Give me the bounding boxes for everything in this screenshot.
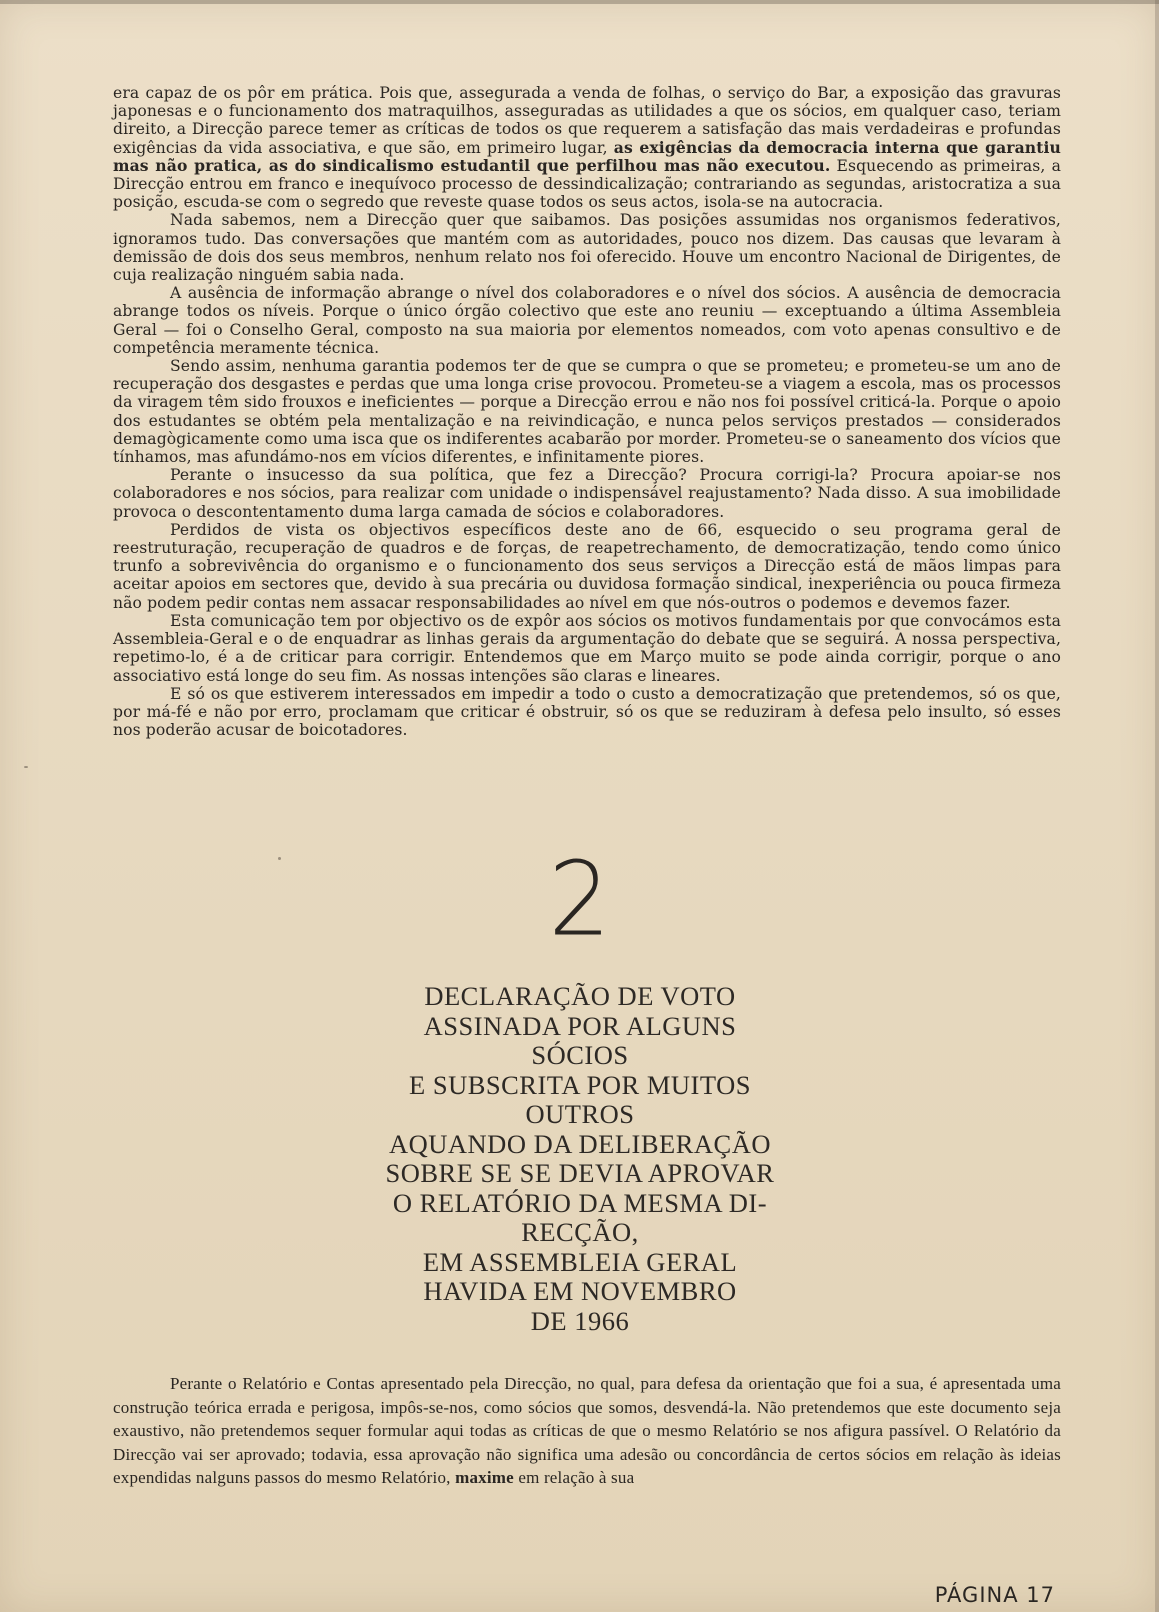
paragraph [113, 466, 1061, 521]
emphasis-text: maxime [455, 1468, 514, 1488]
heading-line: SÓCIOS [531, 1040, 629, 1070]
paper-speck [24, 766, 28, 768]
heading-line: DE 1966 [530, 1305, 630, 1336]
heading-line: AQUANDO DA DELIBERAÇÃO [389, 1128, 771, 1159]
section-body [113, 1372, 1061, 1490]
paragraph [113, 612, 1061, 685]
text-run: Sendo assim, nenhuma garantia podemos ter de que se cumpra o que se prometeu; e prometeu-se um ano de recuperação dos desgastes e perdas que uma longa crise provocou. Prometeu-se a viagem a escola, mas os processos da viragem têm sido frouxos e ineficientes — porque a Direcção errou e não nos foi possível criticá-la. Porque o apoio dos estudantes se obtém pela mentalização e na reivindicação, e nunca pelos serviços prestados — considerados demagògicamente como uma isca que os indiferentes acabarão por morder. Prometeu-se o saneamento dos vícios que tínhamos, mas afundámo-nos em vícios diferentes, e infinitamente piores. [113, 357, 1061, 467]
paragraph [113, 211, 1061, 284]
paragraph [113, 1372, 1061, 1490]
heading-line: ASSINADA POR ALGUNS [423, 1010, 737, 1041]
text-run: era capaz de os pôr em prática. Pois que, assegurada a venda de folhas, o serviço do Bar, a exposição das gravuras japonesas e o funcionamento dos matraquilhos, asseguradas as utilidades a que os sócios, em qualquer caso, teriam direito, a Direcção parece temer as críticas de todos os que requerem a satisfação das mais verdadeiras e profundas exigências da vida associativa, e que são, em primeiro lugar, [113, 84, 1061, 157]
section-heading [300, 982, 860, 1336]
heading-line: EM ASSEMBLEIA GERAL [422, 1246, 738, 1277]
article-body [113, 84, 1061, 739]
paragraph [113, 84, 1061, 211]
paragraph [113, 357, 1061, 466]
text-run: E só os que estiverem interessados em impedir a todo o custo a democratização que pretendemos, só os que, por má-fé e não por erro, proclamam que criticar é obstruir, só os que se reduziram à defesa pelo insulto, só esses nos poderão acusar de boicotadores. [113, 684, 1061, 740]
paragraph [113, 521, 1061, 612]
text-run: Nada sabemos, nem a Direcção quer que saibamos. Das posições assumidas nos organismos federativos, ignoramos tudo. Das conversações que mantém com as autoridades, pouco nos dizem. Das causas que levaram à demissão de dois dos seus membros, nenhum relato nos foi oferecido. Houve um encontro Nacional de Dirigentes, de cuja realização ninguém sabia nada. [113, 211, 1061, 285]
heading-line: SOBRE SE SE DEVIA APROVAR [385, 1158, 775, 1188]
text-run: Perante o insucesso da sua política, que fez a Direcção? Procura corrigi-la? Procura apoiar-se nos colaboradores e nos sócios, para realizar com unidade o indispensável reajustamento? Nada disso. A sua imobilidade provoca o descontentamento duma larga camada de sócios e colaboradores. [113, 466, 1061, 521]
paragraph [113, 685, 1061, 740]
page-number: PÁGINA 17 [934, 1583, 1055, 1607]
text-run: Perante o Relatório e Contas apresentado pela Direcção, no qual, para defesa da orientação que foi a sua, é apresentada uma construção teórica errada e perigosa, impôs-se-nos, como sócios que somos, desvendá-la. Não pretendemos que este documento seja exaustivo, não pretendemos sequer formular aqui todas as críticas de que o mesmo Relatório se nos afigura passível. O Relatório da Direcção vai ser aprovado; todavia, essa aprovação não significa uma adesão ou concordância de certos sócios em relação às ideias expendidas nalguns passos do mesmo Relatório, [113, 1374, 1061, 1488]
heading-line: E SUBSCRITA POR MUITOS [409, 1069, 751, 1100]
text-run: A ausência de informação abrange o nível dos colaboradores e o nível dos sócios. A ausência de democracia abrange todos os níveis. Porque o único órgão colectivo que este ano reuniu — exceptuando a última Assembleia Geral — foi o Conselho Geral, composto na sua maioria por elementos nomeados, com voto apenas consultivo e de competência meramente técnica. [113, 284, 1061, 357]
heading-line: HAVIDA EM NOVEMBRO [423, 1276, 737, 1306]
heading-line: O RELATÓRIO DA MESMA DI- [392, 1187, 768, 1218]
section-number: 2 [548, 840, 611, 960]
text-run: Esquecendo as primeiras, a Direcção entrou em franco e inequívoco processo de dessindicalização; contrariando as segundas, aristocratiza a sua posição, escuda-se com o segredo que reveste quase todos os seus actos, isola-se na autocracia. [113, 156, 1061, 212]
heading-line: RECÇÃO, [521, 1217, 639, 1247]
emphasis-text: as exigências da democracia interna que garantiu mas não pratica, as do sindicalismo estudantil que perfilhou mas não executou. [113, 137, 1061, 175]
text-run: em relação à sua [513, 1468, 635, 1488]
paper-speck [278, 857, 281, 860]
paragraph [113, 284, 1061, 357]
text-run: Perdidos de vista os objectivos específicos deste ano de 66, esquecido o seu programa geral de reestruturação, recuperação de quadros e de forças, de reapetrechamento, de democratização, tendo como único trunfo a sobrevivência do organismo e o funcionamento dos seus serviços a Direcção está de mãos limpas para aceitar apoios em sectores que, devido à sua precária ou duvidosa formação sindical, inexperiência ou pouca firmeza não podem pedir contas nem assacar responsabilidades ao nível em que nós-outros o podemos e devemos fazer. [113, 520, 1061, 612]
text-run: Esta comunicação tem por objectivo os de expôr aos sócios os motivos fundamentais por que convocámos esta Assembleia-Geral e o de enquadrar as linhas gerais da argumentação do debate que se seguirá. A nossa perspectiva, repetimo-lo, é a de criticar para corrigir. Entendemos que em Março muito se pode ainda corrigir, porque o ano associativo está longe do seu fim. As nossas intenções são claras e lineares. [113, 611, 1061, 685]
heading-line: DECLARAÇÃO DE VOTO [424, 981, 736, 1011]
heading-line: OUTROS [525, 1099, 635, 1129]
